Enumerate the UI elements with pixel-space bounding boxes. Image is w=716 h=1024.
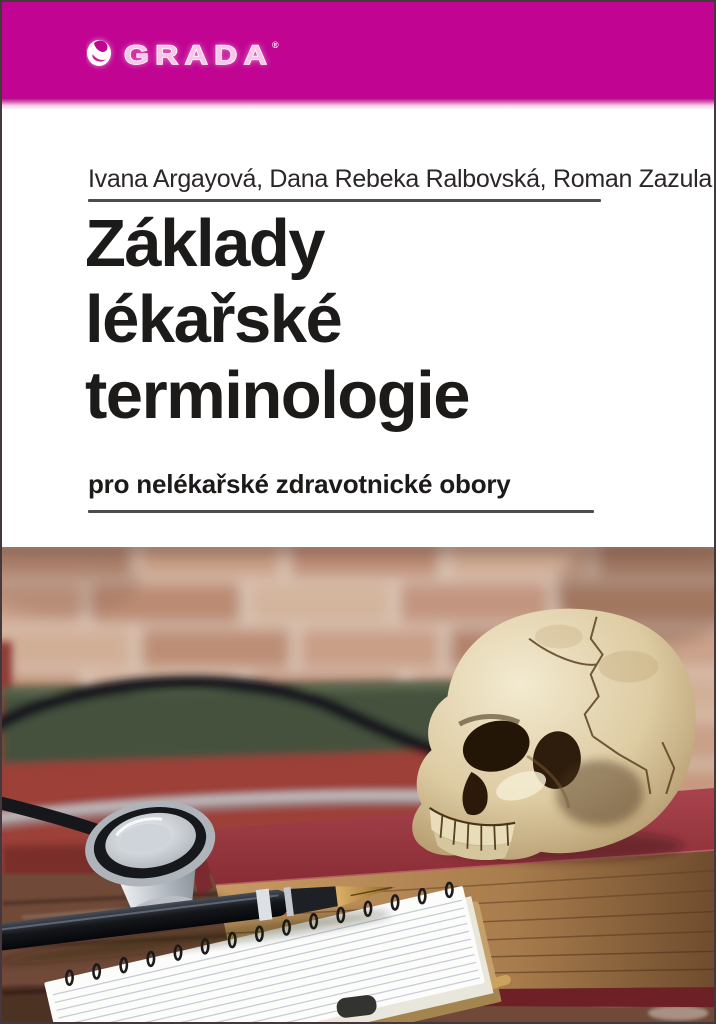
authors-line: Ivana Argayová, Dana Rebeka Ralbovská, Roman Zazula xyxy=(88,165,712,193)
publisher-band xyxy=(2,2,714,98)
subtitle-underline xyxy=(88,510,594,513)
cover-text-block xyxy=(2,110,714,547)
publisher-name: GRADA xyxy=(124,40,274,71)
authors-underline xyxy=(88,199,601,202)
registered-trademark-symbol: ® xyxy=(272,40,279,50)
band-fade xyxy=(2,98,714,110)
title-line-3: terminologie xyxy=(85,358,470,433)
grada-egg-icon xyxy=(87,40,111,66)
title-line-1: Základy xyxy=(85,206,325,281)
book-subtitle: pro nelékařské zdravotnické obory xyxy=(88,469,511,499)
cover-photo xyxy=(2,547,714,1022)
book-title xyxy=(85,206,469,434)
grada-logo xyxy=(86,30,296,76)
title-line-2: lékařské xyxy=(85,282,342,357)
